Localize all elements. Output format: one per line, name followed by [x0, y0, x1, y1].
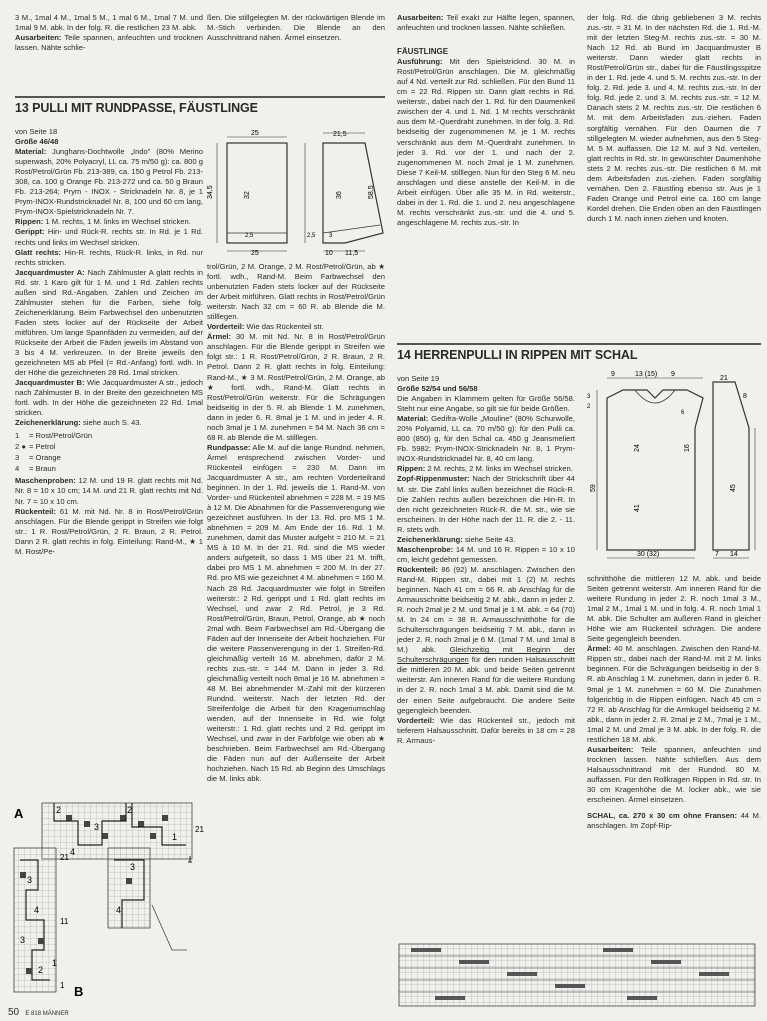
- label-ausarbeiten: Ausarbeiten:: [15, 33, 62, 43]
- ruecken-14-underlined: Gleichzeitig mit Beginn der Schulterschrägungen: [397, 645, 575, 665]
- dim-label: 9: [671, 371, 675, 378]
- legend-text: = Orange: [29, 452, 61, 462]
- col2-main: [207, 262, 385, 784]
- sleeve-piece-14: [713, 382, 749, 550]
- aermel-text: 30 M. mit Nd. Nr. 8 in Rost/Petrol/Grün anschlagen. Für die Blende gerippt in Streifen wie folgt str.: 1 R. Rost/Petrol/Grün, 2 R. Braun, 2 R. Petrol. Dann 2 R. glatt rechts in folg. Einteilung: Rand-M., ★ 3 M. Rost/Petrol/Grün, 2 M. Orange, ab ★ fortl. wdh., Rand-M. Glatt rechts in Rost/Petrol/Grün weiterstr. Für die Schrägungen beidseitig in der 5. R. ab Blende 1 M. zunehmen, dann in jeder 6. R. 8mal je 1 M. und in jeder 4. R. noch 3mal je 1 M. zunehmen = 54 M. Nach 36 cm = 68 R. ab Blende die M. stilllegen.: [207, 332, 385, 442]
- pulli-schematic: [205, 125, 390, 260]
- body-piece-14: [607, 390, 703, 550]
- label-maschenprobe-14: Maschenprobe:: [397, 544, 454, 554]
- label-ruecken: Rückenteil:: [15, 506, 56, 516]
- jacquard-b-text: Wie Jacquardmuster A str., jedoch nach Zählmuster B. In der Breite den gezeichneten MS fortl. wdh. In der Höhe die gezeichneten 22 Rd. 1mal stricken.: [15, 378, 203, 418]
- chart-a-num: 1: [172, 832, 178, 842]
- schal-title: SCHAL, ca. 270 x 30 cm ohne Fransen:: [587, 811, 738, 821]
- dim-label: 2: [587, 404, 591, 410]
- zeichen-text: siehe auch S. 43.: [80, 418, 142, 428]
- chart-a-cell: [84, 821, 90, 827]
- faeustlinge-title: FÄUSTLINGE: [397, 47, 449, 57]
- label-gerippt: Gerippt:: [15, 227, 45, 237]
- dim-label: 24: [634, 444, 641, 452]
- label-zeichen: Zeichenerklärung:: [15, 418, 81, 428]
- page-footer: [8, 1007, 69, 1018]
- dim-label: 36: [336, 191, 343, 199]
- zopf-text: Nach der Strickschrift über 44 M. str. Die Zahl links außen bezeichnet die Rück-R. Die Zahlen rechts außen bezeichnen die Hin-R. In den nicht gezeichneten Rück-R. die M. str., wie sie erscheinen. In der Höhe nach der 11. R. die 2. - 11. R. stets wdh.: [397, 474, 575, 534]
- dim-label: 32: [244, 191, 251, 199]
- label-rippen-14: Rippen:: [397, 464, 426, 474]
- dim-label: 9: [611, 371, 615, 378]
- section13-title: 13 PULLI MIT RUNDPASSE, FÄUSTLINGE: [15, 101, 258, 115]
- jacquard-charts: [12, 800, 207, 1000]
- label-aermel: Ärmel:: [207, 332, 232, 342]
- zopf-strickschrift: [393, 942, 765, 1012]
- magazine-name: E 818 MÄNNER: [25, 1011, 69, 1017]
- dim-label: 45: [730, 484, 737, 492]
- zopf-block: [435, 996, 465, 1000]
- chart-a-num: 3: [94, 822, 100, 832]
- legend-text: = Petrol: [29, 441, 56, 451]
- dim-label: 21: [720, 375, 728, 382]
- chart-b-num: 4: [34, 905, 40, 915]
- legend-key: 3: [15, 452, 20, 462]
- chart-a-cell: [138, 821, 144, 827]
- legend-key: 4: [15, 463, 20, 473]
- vorder-text: Wie das Rückenteil str.: [244, 322, 324, 332]
- zopf-block: [555, 984, 585, 988]
- chart-b-num: 2: [38, 965, 44, 975]
- legend-text: = Rost/Petrol/Grün: [29, 430, 93, 440]
- gerippt-text: Hin- und Rück-R. rechts str. In Rd. je 1 Rd. rechts und links im Wechsel stricken.: [15, 227, 203, 247]
- chart-a-label: A: [14, 806, 24, 821]
- von-seite-18: von Seite 18: [15, 127, 58, 136]
- label-rundpasse: Rundpasse:: [207, 442, 251, 452]
- groesse-52: Größe 52/54 und 56/58: [397, 384, 478, 394]
- chart-b-cell: [38, 938, 44, 944]
- legend-row: [15, 441, 203, 452]
- label-vorder-14: Vorderteil:: [397, 715, 435, 725]
- ausarbeiten-c3-text: Teil exakt zur Hälfte legen, spannen, anfeuchten und trocknen lassen. Nähte schließen.: [397, 13, 575, 33]
- glatt-text: Hin-R. rechts, Rück-R. links, in Rd. nur rechts stricken.: [15, 247, 203, 267]
- dim-label: 14: [730, 551, 738, 558]
- zopf-block: [507, 972, 537, 976]
- s14-col4: [587, 574, 761, 831]
- label-vorder: Vorderteil:: [207, 322, 245, 332]
- material-text: Junghans-Dochtwolle „Indo" (80% Merino superwash, 20% Polyacryl, LL ca. 75 m/50 g): ca. 800 g Rost/Petrol/Grün Fb. 213-389, ca. 150 g Petrol Fb. 213-308, ca. 100 g Orange Fb. 213-272 und ca. 50 g Braun Fb. 213-264; Prym - INOX - Stricknadeln Nr. 8, je 1 Prym-INOX-Rundstricknadel Nr. 8, 100 und 60 cm lang, Prym-INOX-Spielstricknadeln Nr. 7.: [15, 147, 203, 217]
- neckline-front: [635, 390, 675, 403]
- dim-label: 3: [329, 233, 333, 239]
- label-glatt: Glatt rechts:: [15, 247, 62, 257]
- col4: [587, 13, 761, 224]
- maschenproben-text: 12 M. und 19 R. glatt rechts mit Nd. Nr. 8 = 10 x 10 cm; 14 M. und 21 R. glatt rechts mit Nd. Nr. 7 = 10 x 10 cm.: [15, 476, 203, 506]
- maschenprobe-14-text: 14 M. und 16 R. Rippen = 10 x 10 cm, leicht gedehnt gemessen.: [397, 544, 575, 564]
- dim-label: 3: [587, 394, 591, 400]
- groesse-46: Größe 46/48: [15, 137, 59, 147]
- col3: [397, 13, 575, 228]
- label-aermel-14: Ärmel:: [587, 644, 612, 654]
- aermel-14-text: 40 M. anschlagen. Zwischen den Rand-M. Rippen str., dabei nach der Rand-M. mit 2 M. links beginnen. Für die Schrägungen beidseitig in der 9. R. ab Anschlag 1 M. zunehmen, dann in jeder 6. R. 9mal je 1 M. zunehmen = 60 M. Die Zunahmen folgerichtig in die Rippen einfügen. Nach 45 cm = 72 R. ab Anschlag für die Armkugel beidseitig 2 M. abk., dann in jeder 2. R. 2mal je 2 M., 7mal je 1 M., 1mal 2 M. und 2mal je 3 M. abk. In der folg. R. die restlichen 18 M. abk.: [587, 644, 761, 744]
- label-zopf: Zopf-Rippenmuster:: [397, 474, 470, 484]
- chart-b-num: 4: [116, 905, 122, 915]
- section13-bar: [15, 96, 385, 98]
- chart-b-row: 21: [60, 853, 69, 862]
- chart-b-num: 3: [130, 862, 136, 872]
- legend-row: [15, 463, 203, 474]
- dim-label: 8: [743, 393, 747, 400]
- dim-label: 58,5: [368, 185, 375, 199]
- rundpasse-text: Alle M. auf die lange Rundnd. nehmen, Ärmel entsprechend zwischen Vorder- und Rückenteil einfügen = 230 M. Dann im Jacquardmuster A str., am rechten Vorderteilrand beginnen. In der 1. Rd. jeweils die 1. Rand-M. von Vorder- und Rückenteil abnehmen = 228 M. = 19 MS à 12 M. Die Abnahmen für die Passenverengung wie gezeichnet ausführen. In der 13. Rd. pro MS 1 M. abnehmen = 209 M. Am Ende der 16. Rd. 1 M. zunehmen, damit das Muster aufgeht = 210 M. = 21 MS à 10 M. In der 21. Rd. sind die MS wieder anders aufgeteilt, so dass 1 MS über 21 M. trifft, dabei pro MS 1 M. abnehmen = 200 M. In der 27. Rd. pro MS wie gezeichnet 4 M. abnehmen = 160 M. Nach 28 Rd. Jacquardmuster wie folgt in Streifen weiterstr.: 2 Rd. gerippt und 1 Rd. glatt rechts im Wechsel, und zwar 2 Rd. Petrol, je 3 Rd. Rost/Petrol/Grün, Braun, Petrol, Orange, ab ★ noch 2mal wdh. Beim Farbwechsel am Rd.-Übergang die Fäden auf der Innenseite der Arbeit hochziehen. Für die weitere Passenverengung in der 1. Streifen-Rd. gleichmäßig verteilt 16 M. abnehmen, dafür 2 M. rechts zus.-str. = 144 M. Dann in jeder 3. Rd. gleichmäßig verteilt noch 8mal je 16 M. abnehmen = 48 M. Bei abnehmender M.-Zahl mit der kürzeren Rundnd. weiterstr. Nach der letzten Rd. der Streifenfolge die Arbeit für den Kragenumschlag wenden, auf der Innenseite in Rd. wie folgt weiterstr.: 1 Rd. glatt rechts und 2 Rd. gerippt im Wechsel, und zwar in der Farbfolge wie oben ab ★ beschrieben. Beim Farbwechsel am Rd.-Übergang die Fäden nun auf der Außenseite der Arbeit hochziehen. Nach 15 Rd. ab Beginn des Umschlags die M. links abk.: [207, 442, 385, 784]
- label-ausarbeiten-c3: Ausarbeiten:: [397, 13, 444, 22]
- rippen-text: 1 M. rechts, 1 M. links im Wechsel stricken.: [43, 217, 191, 227]
- dim-label: 6: [681, 410, 685, 416]
- schal-text: 44 M. anschlagen. Im Zopf-Rip-: [587, 811, 761, 831]
- zeichen-14-text: siehe Seite 43.: [462, 534, 516, 544]
- chart-a-row: 21: [195, 825, 204, 834]
- color-legend: [15, 430, 203, 474]
- label-material-14: Material:: [397, 414, 429, 424]
- label-zeichen-14: Zeichenerklärung:: [397, 534, 463, 544]
- chart-b-cell: [20, 872, 26, 878]
- col2-top: [207, 13, 385, 43]
- legend-key: 2 ●: [15, 441, 26, 451]
- dim-label: 11,5: [345, 250, 359, 257]
- chart-a-num: 2: [127, 805, 133, 815]
- dim-label: 16: [684, 444, 691, 452]
- jacquard-a-text: Nach Zählmuster A glatt rechts in Rd. str. 1 Karo gilt für 1 M. und 1 Rd. Zahlen rechts außen sind Rd.-Angaben. Zahlen und Zeichen im Zählmuster stehen für die Farben, siehe folg. Zeichenerklärung. Beim Farbwechsel den unbenutzten Faden stets locker auf der Rückseite der Arbeit mitführen. Um lange Spannfäden zu vermeiden, auf der Rückseite der Arbeit die Fäden jeweils im Abstand von 3 bis 4 M. verkreuzen. In der Breite jeweils den gezeichneten MS ab Pfeil (= Rd.-Anfang) fortl. wdh. In der Höhe die gezeichneten 28 Rd. 1mal stricken.: [15, 267, 203, 378]
- rippen-14-text: 2 M. rechts, 2 M. links im Wechsel stricken.: [425, 464, 573, 474]
- chart-b-row: 11: [60, 917, 69, 926]
- dim-label: 2,5: [307, 233, 316, 239]
- dim-label: 10: [325, 250, 333, 257]
- legend-key: 1: [15, 430, 20, 440]
- label-rippen: Rippen:: [15, 217, 44, 227]
- label-ausarb-14: Ausarbeiten:: [587, 744, 634, 754]
- chart-b-diagonal: [152, 905, 187, 950]
- dim-label: 59: [590, 484, 597, 492]
- label-jacquard-b: Jacquardmuster B:: [15, 378, 85, 388]
- ruecken-14-text2: für den runden Halsausschnitt die mittleren 20 M. abk. und beide Seiten getrennt weiterstr. Am inneren Rand für die weitere Rundung in der 2. R. noch 1mal 3 M. abk. Damit sind die M. der einen Seite aufgebraucht. Die andere Seite gegengleich beenden.: [397, 655, 575, 715]
- herrenpulli-schematic: [585, 368, 763, 564]
- label-jacquard-a: Jacquardmuster A:: [15, 267, 85, 277]
- ausfuehrung-text: Mit den Spielstricknd. 30 M. in Rost/Petrol/Grün anschlagen. Die M. gleichmäßig auf 4 Nd. verteilt zur Rd. schließen. Für den Bund 11 cm = 22 Rd. Rippen str. Dann glatt rechts in Rd. weiterstr., dabei nach der 1. Rd. für den Daumenkeil zwischen der 4. und 1. Nd. 1 M rechts verschränkt aus dem M.-Querdraht zunehmen. In der folg. 3. Rd. beidseitig der zugenommenen M. je 1 M. rechts verschränkt aus dem M.-Querdraht zunehmen. In jeder 3. Rd. vor der 1. und nach der 2. zugenommenen M. noch 2mal je 1 M. zunehmen. Diese 7 Keil-M. stilllegen. Nun für den Steg 6 M. neu anschlagen und diese anstelle der Keil-M. in die Arbeit einfügen. Über alle 35 M. in Rd. weiterstr., dabei in der 1. Rd. die 1. und 2. neu angeschlagene M. rechts verschränkt zus.-str. und die 4. und 5. angeschlagene M. rechts zus.-str. In: [397, 57, 575, 227]
- col2-body: trol/Grün, 2 M. Orange, 2 M. Rost/Petrol/Grün, ab ★ fortl. wdh., Rand-M. Beim Farbwechsel den unbenutzten Faden stets locker auf der Rückseite der Arbeit mitführen. Glatt rechts in Rost/Petrol/Grün weiterstr. Nach 32 cm = 60 R. ab Blende die M. stilllegen.: [207, 262, 385, 322]
- chart-b-row: 1: [60, 981, 65, 990]
- zopf-block: [699, 972, 729, 976]
- vorder-14-text: Wie das Rückenteil str., jedoch mit tieferem Halsausschnitt. Dafür bereits in 18 cm = 28 R. Armaus-: [397, 715, 575, 745]
- zopf-block: [411, 948, 441, 952]
- body-piece: [227, 143, 287, 243]
- col2-top-text: ßen. Die stillgelegten M. der rückwärtigen Blende im M.-Stich verbinden. Die Blende an den Ausschnittrand nähen. Ärmel einsetzen.: [207, 13, 385, 43]
- chart-a-cell: [66, 815, 72, 821]
- legend-row: [15, 430, 203, 441]
- chart-b-num: 3: [27, 875, 33, 885]
- col4-text: der folg. Rd. die übrig gebliebenen 3 M. rechts zus.-str. = 31 M. In der nächsten Rd. die 1. Rd.-M. mit der letzten Steg-M. rechts zus.-str. = 30 M. Nach 12 Rd. ab Bund im Jacquardmuster B weiterstr. Dann wieder glatt rechts in Rost/Petrol/Grün str., dabei für die Fäustlingsspitze in der 1. Rd. jede 4. und 5. M. rechts zus.-str. In der folg. 2. Rd. jede 3. und 4. M. rechts zus.-str. In der folg. Rd. jede 2. und 3. M. rechts zus.-str. = 12 M. Danach stets 2 M. rechts zus.-str. Die restlichen 6 M. mit dem Arbeitsfaden zus.-ziehen. Faden sorgfältig vernähen. Für den Daumen die 7 stillgelegten M. wieder aufnehmen, aus den 5 Steg-M. 5 M. auffassen. Die 12 M. auf 3 Nd. verteilen, glatt rechts in Rd. str. In gewünschter Daumenhöhe stets 2 M. rechts zus.-str. Die restlichen 6 M. mit dem Arbeitsfaden zus.-ziehen. Faden sorgfältig vernähen. Den 2. Fäustling ebenso str. Aus je 1 Faden Orange und Petrol eine ca. 160 cm lange Kordel drehen. Die Enden oben an den Fäustlingen durch 1 M. nach innen ziehen und knoten.: [587, 13, 761, 223]
- ruecken-text: 61 M. mit Nd. Nr. 8 in Rost/Petrol/Grün anschlagen. Für die Blende gerippt in Streifen wie folgt str.: 1 R. Rost/Petrol/Grün, 2 R. Braun, 2 R. Petrol. Dann 2 R. glatt rechts in folg. Einteilung: Rand-M., ★ 1 M. Rost/Pe-: [15, 506, 203, 556]
- section14-bar: [397, 343, 761, 345]
- chart-b-num: 3: [20, 935, 26, 945]
- col1-intro: [15, 13, 203, 53]
- zopf-block: [459, 960, 489, 964]
- chart-b-num: 1: [52, 958, 58, 968]
- chart-a-cell: [162, 815, 168, 821]
- material-14-text: Gedifra-Wolle „Mouline" (80% Schurwolle, 20% Polyamid, LL ca. 70 m/50 g): für den Pulli ca. 800 (850) g, für den Schal ca. 450 g Jeansmeliert Fb. 5982; Prym-INOX-Stricknadeln Nr. 8, 1 Prym-INOX-Rundstricknadel Nr. 8, 40 cm lang.: [397, 414, 575, 464]
- dim-label: 2,5: [245, 233, 254, 239]
- zopf-block: [603, 948, 633, 952]
- dim-label: 30 (32): [637, 551, 660, 558]
- chart-a-num: 2: [56, 805, 62, 815]
- von-seite-19: von Seite 19: [397, 374, 440, 383]
- col1-main: [15, 127, 203, 557]
- chart-a-cell: [102, 833, 108, 839]
- zopf-block: [651, 960, 681, 964]
- chart-b-cell: [26, 968, 32, 974]
- ruecken-14-text: 86 (92) M. anschlagen. Zwischen den Rand-M. Rippen str., dabei mit 1 (2) M. rechts beginnen. Nach 41 cm = 66 R. ab Anschlag für die Armausschnitte beidseitig 2 M. abk., dann in jeder 2. R. noch 2mal je 2 M. und 5mal je 1 M. abk. = 64 (70) M. In 24 cm = 38 R. Armausschnitthöhe für die Schulterschrägungen beidseitig 7 M. abk., dann in jeder 2. R. noch 2mal je 6 M. (1mal 7 M. und 1mal 8 M.) abk.: [397, 564, 575, 655]
- dim-label: 13 (15): [635, 371, 658, 378]
- chart-a-num: 4: [70, 847, 76, 857]
- dim-label: 21,5: [333, 131, 347, 138]
- chart-a-cell: [150, 833, 156, 839]
- intro-text: 3 M., 1mal 4 M., 1mal 5 M., 1 mal 6 M., 1mal 7 M. und 1mal 9 M. abk. In der folg. R. die restlichen 23 M. abk.: [15, 13, 203, 33]
- label-material: Material:: [15, 147, 47, 157]
- legend-row: [15, 452, 203, 463]
- s14-col3: [397, 374, 575, 746]
- dim-label: 25: [251, 250, 259, 257]
- dim-label: 34,5: [207, 185, 214, 199]
- sleeve-rib-line: [323, 225, 380, 233]
- chart-b-cell: [126, 878, 132, 884]
- label-maschenproben: Maschenproben:: [15, 476, 76, 486]
- label-ruecken-14: Rückenteil:: [397, 564, 438, 574]
- dim-label: 7: [715, 551, 719, 558]
- zopf-block: [627, 996, 657, 1000]
- s14b-text: schnitthöhe die mittleren 12 M. abk. und beide Seiten getrennt weiterstr. Am inneren Rand für die weitere Rundung in jeder 2. R. noch 1mal 3 M., 1mal 2 M., 1mal 1 M. und in folg. 4. R. noch 1mal 1 M. abk. Die Schulter am äußeren Rand in gleicher Höhe wie am Rückenteil schrägen. Die andere Seite gegengleich beenden.: [587, 574, 761, 644]
- dim-label: 41: [634, 504, 641, 512]
- dim-label: 25: [251, 130, 259, 137]
- ausarb-14-text: Teile spannen, anfeuchten und trocknen lassen. Nähte schließen. Aus dem Halsausschnittrand mit der Rundnd. 80 M. auffassen. Für den Rollkragen Rippen in Rd. str. In 30 cm Kragenhöhe die M. locker abk., wie sie erscheinen. Ärmel einsetzen.: [587, 744, 761, 805]
- chart-a-cell: [120, 815, 126, 821]
- page-number: 50: [8, 1007, 20, 1018]
- section14-title: 14 HERRENPULLI IN RIPPEN MIT SCHAL: [397, 348, 638, 362]
- label-ausfuehrung: Ausführung:: [397, 57, 443, 67]
- legend-text: = Braun: [29, 463, 56, 473]
- chart-b-label: B: [74, 984, 84, 999]
- angaben-text: Die Angaben in Klammern gelten für Größe 56/58. Steht nur eine Angabe, so gilt sie für beide Größen.: [397, 394, 575, 414]
- ausarbeiten-text: Teile spannen, anfeuchten und trocknen lassen. Nähte schlie-: [15, 33, 203, 53]
